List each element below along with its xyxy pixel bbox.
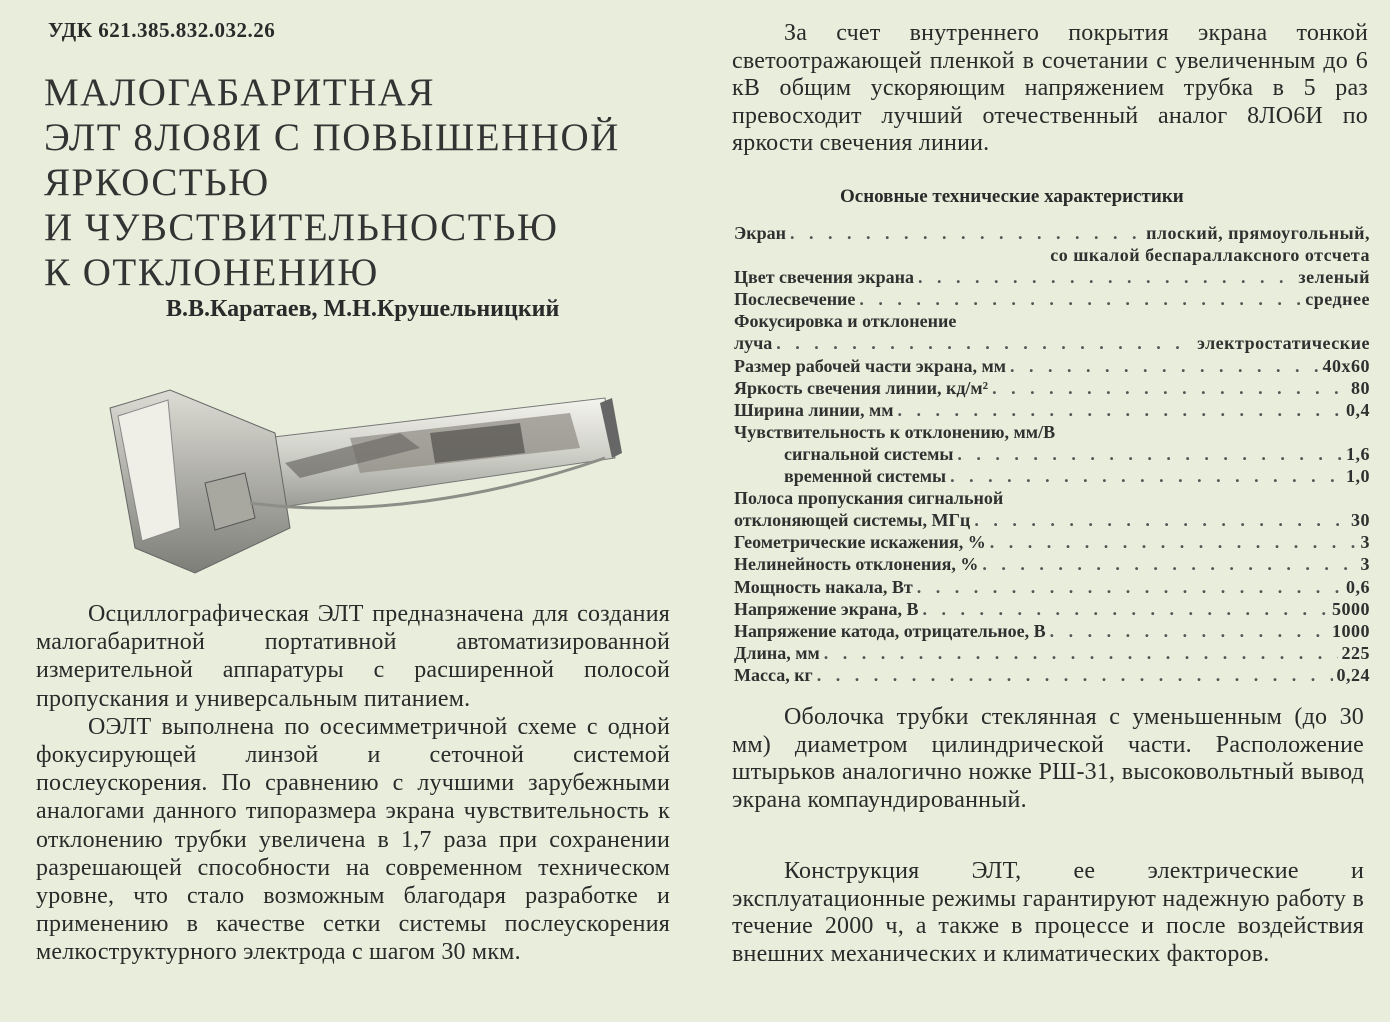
spec-label: Нелинейность отклонения, %: [734, 554, 979, 575]
spec-value: 1000: [1332, 620, 1370, 641]
paragraph: Осциллографическая ЭЛТ предназначена для создания малогабаритной портативной автоматизированной измерительной аппаратуры с расширенной полосой пропускания и универсальным питанием.: [36, 601, 670, 712]
spec-value: 3: [1360, 554, 1370, 575]
spec-row: [734, 244, 1370, 266]
spec-label: сигнальной системы: [784, 443, 954, 464]
spec-label: Мощность накала, Вт: [734, 576, 913, 597]
title-line: И ЧУВСТВИТЕЛЬНОСТЬЮ: [44, 206, 559, 249]
specs-table: [734, 222, 1370, 686]
spec-value: 80: [1351, 377, 1370, 398]
spec-label: Ширина линии, мм: [734, 399, 894, 420]
spec-row: [734, 332, 1370, 354]
title-line: МАЛОГАБАРИТНАЯ: [44, 71, 435, 114]
spec-label: Послесвечение: [734, 289, 856, 310]
spec-label: Фокусировка и отклонение: [734, 311, 957, 332]
leader-dots: [776, 332, 1193, 354]
spec-label: отклоняющей системы, МГц: [734, 510, 971, 531]
spec-row: [734, 487, 1370, 509]
spec-row: [734, 509, 1370, 531]
left-body-text: [36, 600, 670, 967]
udc-code: УДК 621.385.832.032.26: [48, 18, 276, 42]
spec-label: луча: [734, 333, 773, 354]
paragraph: ОЭЛТ выполнена по осесимметричной схеме с одной фокусирующей линзой и сеточной системой послеускорения. По сравнению с лучшими зарубежными аналогами данного типоразмера экрана чувствительность к отклонению трубки увеличена в 1,7 раза при сохранении разрешающей способности на современном техническом уровне, что стало возможным благодаря разработке и применению в качестве сетки системы послеускорения мелкоструктурного электрода с шагом 30 мкм.: [36, 713, 670, 966]
right-body-text-1: [732, 704, 1364, 814]
leader-dots: [922, 598, 1328, 620]
spec-value: 5000: [1332, 598, 1370, 619]
spec-label: Полоса пропускания сигнальной: [734, 488, 1004, 509]
leader-dots: [898, 399, 1343, 421]
leader-dots: [918, 266, 1294, 288]
leader-dots: [790, 222, 1142, 244]
spec-value: 40х60: [1322, 355, 1370, 376]
spec-row: [734, 399, 1370, 421]
spec-row: [734, 377, 1370, 399]
title-line: К ОТКЛОНЕНИЮ: [44, 251, 379, 294]
right-body-text-2: [732, 858, 1364, 968]
article-title: [44, 70, 684, 295]
spec-value: 225: [1341, 642, 1370, 663]
spec-value: электростатические: [1197, 333, 1370, 354]
paragraph: Оболочка трубки стеклянная с уменьшенным (до 30 мм) диаметром цилиндрической части. Расположение штырьков аналогично ножке РШ-31, высоковольтный вывод экрана компаундированный.: [732, 704, 1364, 813]
spec-row: [734, 553, 1370, 575]
spec-row: [734, 576, 1370, 598]
spec-value: 1,0: [1346, 466, 1370, 487]
spec-value: плоский, прямоугольный,: [1146, 223, 1370, 243]
authors: В.В.Каратаев, М.Н.Крушельницкий: [166, 296, 560, 322]
spec-row: [734, 288, 1370, 310]
spec-value: 30: [1351, 510, 1370, 531]
spec-row: [734, 222, 1370, 244]
spec-label: Яркость свечения линии, кд/м²: [734, 377, 989, 398]
spec-row: [734, 310, 1370, 332]
leader-dots: [974, 509, 1347, 531]
spec-label: временной системы: [784, 466, 947, 487]
spec-row: [734, 443, 1370, 465]
leader-dots: [957, 443, 1342, 465]
spec-value: среднее: [1305, 289, 1370, 310]
leader-dots: [982, 553, 1356, 575]
spec-value: 0,6: [1346, 576, 1370, 597]
spec-value: со шкалой беспараллаксного отсчета: [1050, 245, 1370, 266]
title-line: ЭЛТ 8ЛО8И С ПОВЫШЕННОЙ: [44, 116, 620, 159]
spec-value: 1,6: [1346, 443, 1370, 464]
leader-dots: [817, 664, 1333, 686]
spec-row: [734, 598, 1370, 620]
title-line: ЯРКОСТЬЮ: [44, 161, 270, 204]
spec-value: зеленый: [1298, 267, 1370, 288]
spec-value: 0,4: [1346, 399, 1370, 420]
spec-label: Длина, мм: [734, 642, 820, 663]
spec-label: Цвет свечения экрана: [734, 267, 914, 288]
leader-dots: [1050, 620, 1328, 642]
spec-label: Геометрические искажения, %: [734, 532, 986, 553]
spec-label: Экран: [734, 223, 786, 243]
leader-dots: [990, 531, 1357, 553]
specs-title: Основные технические характеристики: [840, 186, 1184, 207]
spec-row: [734, 355, 1370, 377]
leader-dots: [824, 642, 1338, 664]
leader-dots: [992, 377, 1347, 399]
spec-label: Масса, кг: [734, 664, 813, 685]
spec-row: [734, 664, 1370, 686]
leader-dots: [950, 465, 1342, 487]
spec-label: Напряжение катода, отрицательное, В: [734, 620, 1046, 641]
spec-row: [734, 421, 1370, 443]
crt-tube-photo: [100, 378, 645, 583]
right-intro-text: [732, 20, 1368, 158]
spec-label: Чувствительность к отклонению, мм/В: [734, 421, 1056, 442]
spec-row: [734, 531, 1370, 553]
spec-value: 3: [1360, 532, 1370, 553]
leader-dots: [1010, 355, 1319, 377]
paragraph: Конструкция ЭЛТ, ее электрические и эксплуатационные режимы гарантируют надежную работу в течение 2000 ч, а также в процессе и после воздействия внешних механических и климатических факторов.: [732, 858, 1364, 967]
spec-row: [734, 266, 1370, 288]
spec-value: 0,24: [1336, 664, 1370, 685]
spec-label: Напряжение экрана, В: [734, 598, 919, 619]
paragraph: За счет внутреннего покрытия экрана тонкой светоотражающей пленкой в сочетании с увеличенным до 6 кВ общим ускоряющим напряжением трубка в 5 раз превосходит лучший отечественный аналог 8ЛО6И по яркости свечения линии.: [732, 20, 1368, 157]
spec-row: [734, 620, 1370, 642]
leader-dots: [859, 288, 1301, 310]
spec-label: Размер рабочей части экрана, мм: [734, 355, 1006, 376]
spec-row: [734, 642, 1370, 664]
leader-dots: [917, 576, 1342, 598]
spec-row: [734, 465, 1370, 487]
